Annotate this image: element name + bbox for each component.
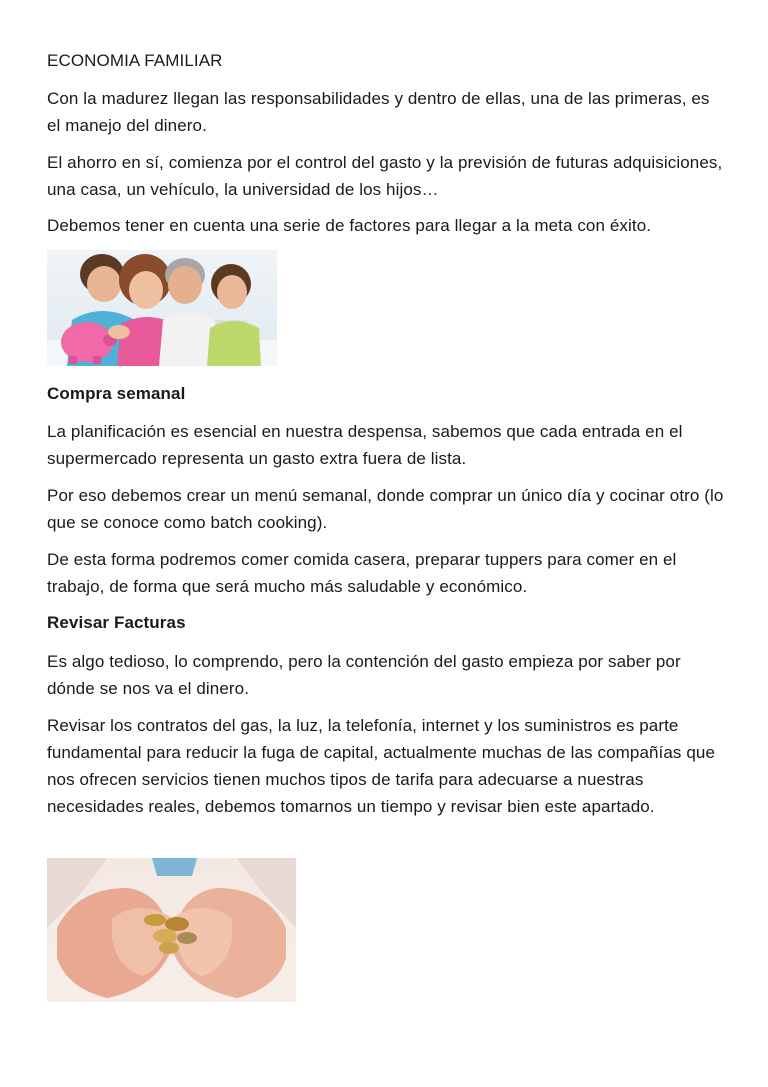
intro-paragraph-2: El ahorro en sí, comienza por el control del gasto y la previsión de futuras adquisiciones, una casa, un vehículo, la universidad de los hijos… — [47, 153, 723, 199]
compra-paragraph-3: De esta forma podremos comer comida casera, preparar tuppers para comer en el trabajo, de forma que será mucho más saludable y económico. — [47, 550, 677, 596]
family-piggy-bank-image — [47, 250, 277, 366]
intro-paragraph-3: Debemos tener en cuenta una serie de factores para llegar a la meta con éxito. — [47, 216, 652, 235]
compra-paragraph-1: La planificación es esencial en nuestra despensa, sabemos que cada entrada en el supermercado representa un gasto extra fuera de lista. — [47, 422, 683, 468]
facturas-paragraph-2: Revisar los contratos del gas, la luz, la telefonía, internet y los suministros es parte fundamental para reducir la fuga de capital, actualmente muchas de las compañías que nos ofrecen servicios tienen muchos tipos de tarifa para adecuarse a nuestras necesidades reales, debemos tomarnos un tiempo y revisar bien este apartado. — [47, 716, 716, 816]
section-heading-revisar-facturas: Revisar Facturas — [47, 613, 186, 632]
document-title: ECONOMIA FAMILIAR — [47, 51, 223, 70]
intro-paragraph-1: Con la madurez llegan las responsabilidades y dentro de ellas, una de las primeras, es el manejo del dinero. — [47, 89, 710, 135]
section-heading-compra-semanal: Compra semanal — [47, 384, 186, 403]
hands-with-coins-image — [47, 858, 296, 1002]
facturas-paragraph-1: Es algo tedioso, lo comprendo, pero la contención del gasto empieza por saber por dónde se nos va el dinero. — [47, 652, 681, 698]
compra-paragraph-2: Por eso debemos crear un menú semanal, donde comprar un único día y cocinar otro (lo que se conoce como batch cooking). — [47, 486, 724, 532]
